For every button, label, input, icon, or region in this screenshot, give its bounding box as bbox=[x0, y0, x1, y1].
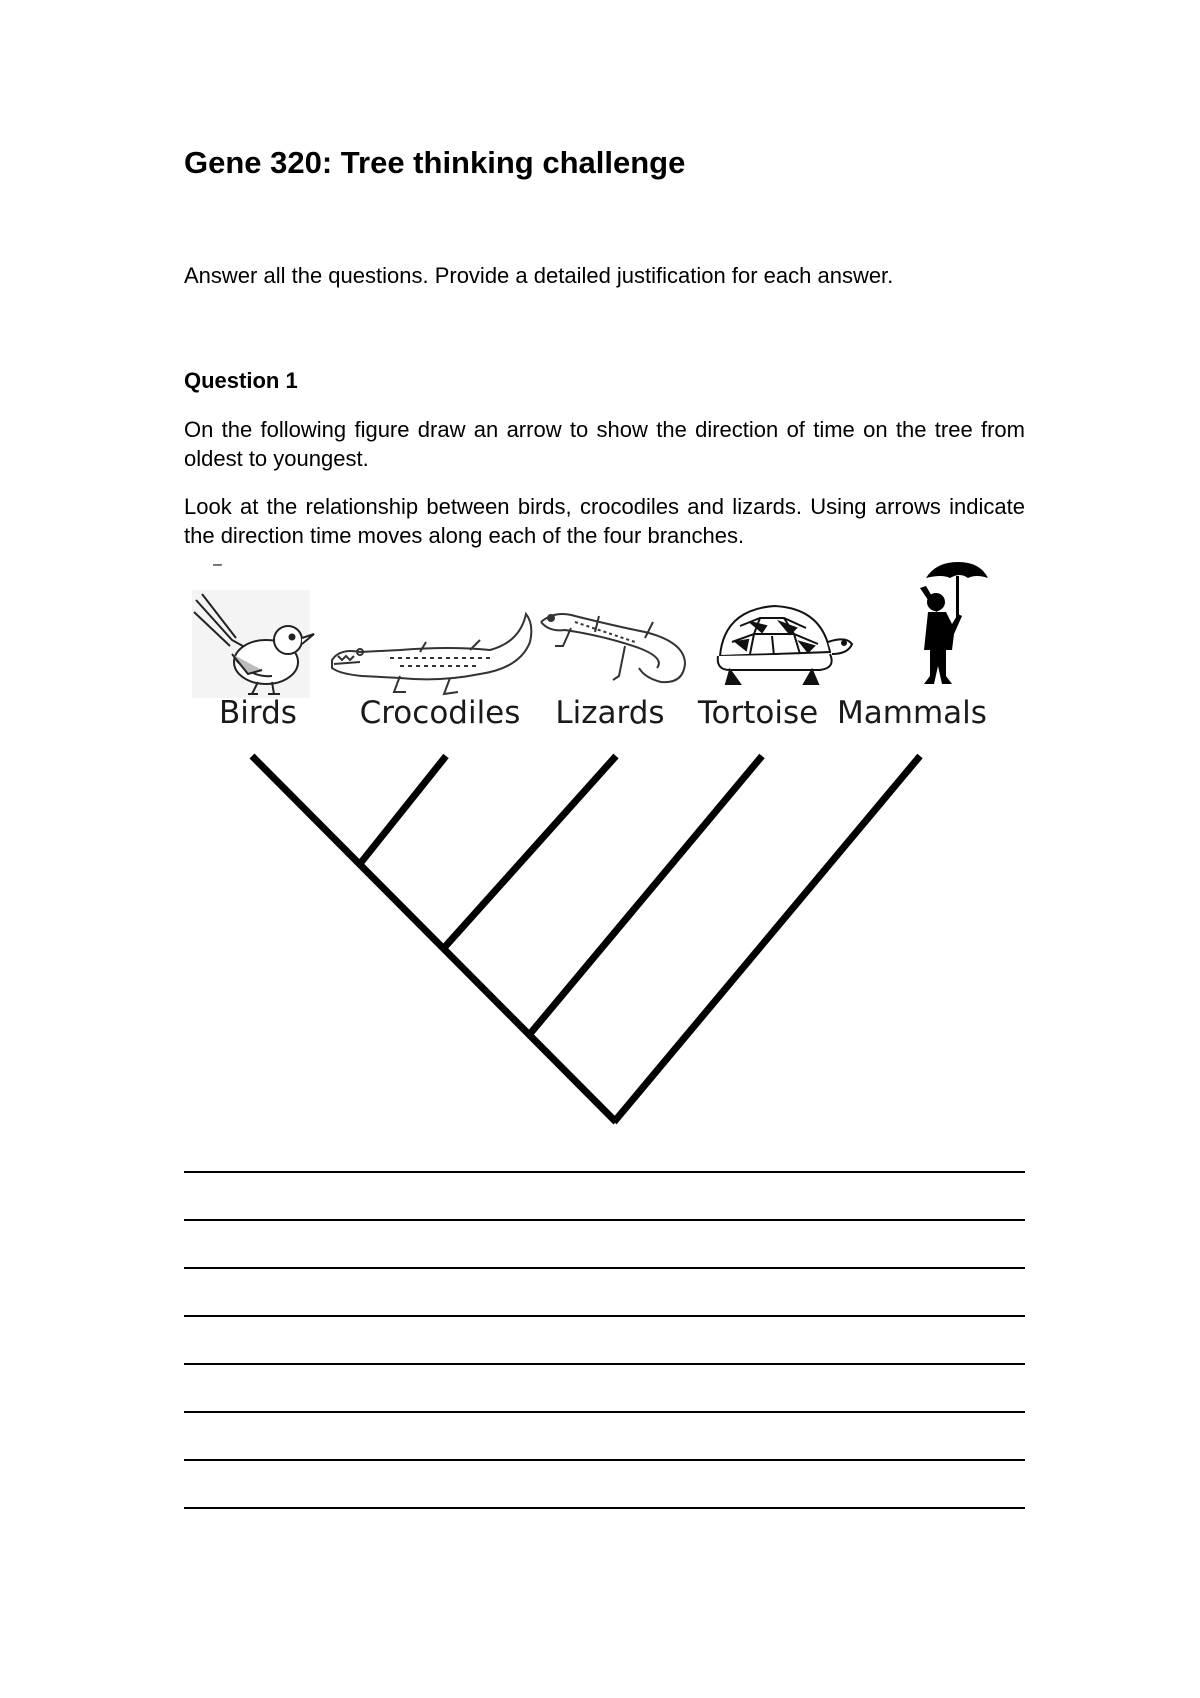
stray-dash-mark: – bbox=[213, 556, 222, 573]
lizard-icon bbox=[541, 614, 685, 682]
taxon-label-tortoise: Tortoise bbox=[697, 695, 819, 731]
bird-icon bbox=[192, 590, 314, 698]
taxon-label-lizards: Lizards bbox=[555, 695, 665, 731]
instructions-text: Answer all the questions. Provide a detailed justification for each answer. bbox=[184, 263, 894, 288]
tortoise-icon bbox=[718, 606, 852, 684]
branch-lizards bbox=[443, 756, 616, 949]
branch-crocodiles bbox=[359, 756, 446, 865]
taxon-label-birds: Birds bbox=[219, 695, 297, 731]
branch-mammals bbox=[614, 756, 920, 1122]
person-with-umbrella-icon bbox=[920, 562, 988, 684]
answer-line[interactable] bbox=[184, 1461, 1025, 1509]
answer-line[interactable] bbox=[184, 1221, 1025, 1269]
answer-line[interactable] bbox=[184, 1269, 1025, 1317]
taxon-label-mammals: Mammals bbox=[837, 695, 987, 731]
question-1-paragraph-1: On the following figure draw an arrow to show the direction of time on the tree from oldest to youngest. bbox=[184, 417, 1025, 471]
crocodile-icon bbox=[332, 614, 531, 694]
branch-birds bbox=[252, 756, 616, 1122]
taxon-label-crocodiles: Crocodiles bbox=[359, 695, 521, 731]
page-title: Gene 320: Tree thinking challenge bbox=[184, 145, 686, 180]
answer-line[interactable] bbox=[184, 1173, 1025, 1221]
answer-line[interactable] bbox=[184, 1365, 1025, 1413]
branch-tortoise bbox=[529, 756, 762, 1035]
phylogenetic-tree-figure bbox=[180, 560, 1020, 1130]
answer-line[interactable] bbox=[184, 1317, 1025, 1365]
answer-lines bbox=[184, 1171, 1025, 1509]
question-1-paragraph-2: Look at the relationship between birds, crocodiles and lizards. Using arrows indicate the direction time moves along each of the four branches. bbox=[184, 494, 1025, 548]
answer-line[interactable] bbox=[184, 1413, 1025, 1461]
question-1-heading: Question 1 bbox=[184, 368, 298, 393]
